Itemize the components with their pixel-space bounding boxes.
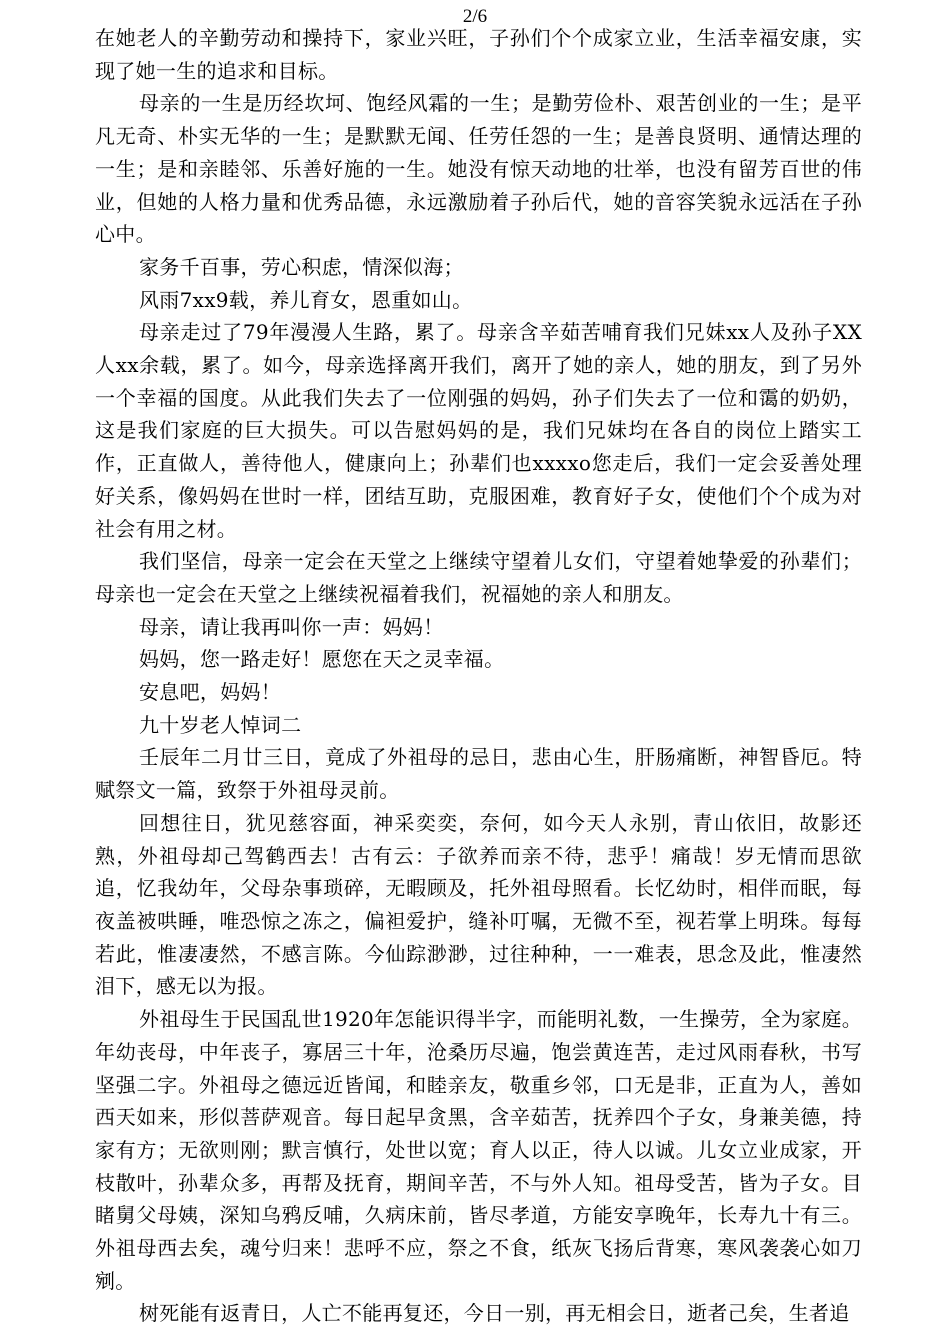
paragraph: 母亲，请让我再叫你一声：妈妈！ (139, 614, 444, 639)
paragraph: 回想往日，犹见慈容面，神采奕奕，奈何，如今天人永别，青山依旧，故影还熟，外祖母却己驾鹤西去！古有云：子欲养而亲不待，悲乎！痛哉！岁无情而思欲追，忆我幼年，父母杂事琐碎，无暇顾及，托外祖母照看。长忆幼时，相伴而眠，每夜盖被哄睡，唯恐惊之冻之，偏袒爱护，缝补叮嘱，无微不至，视若掌上明珠。每每若此，惟凄凄然，不感言陈。今仙踪渺渺，过往种种，一一难表，思念及此，惟凄然泪下，感无以为报。 (95, 810, 862, 999)
paragraph: 妈妈，您一路走好！愿您在天之灵幸福。 (139, 647, 505, 672)
paragraph: 在她老人的辛勤劳动和操持下，家业兴旺，子孙们个个成家立业，生活幸福安康，实现了她一生的追求和目标。 (95, 26, 862, 83)
paragraph: 树死能有返青日，人亡不能再复还，今日一别，再无相会日，逝者己矣，生者追 (139, 1301, 850, 1326)
paragraph: 我们坚信，母亲一定会在天堂之上继续守望着儿女们，守望着她挚爱的孙辈们；母亲也一定会在天堂之上继续祝福着我们，祝福她的亲人和朋友。 (95, 549, 862, 606)
document-body (95, 22, 862, 1330)
paragraph: 安息吧，妈妈！ (139, 680, 282, 705)
paragraph: 家务千百事，劳心积虑，情深似海； (139, 254, 464, 279)
page-number: 2/6 (462, 6, 488, 27)
paragraph: 壬辰年二月廿三日，竟成了外祖母的忌日，悲由心生，肝肠痛断，神智昏厄。特赋祭文一篇，致祭于外祖母灵前。 (95, 745, 862, 803)
paragraph: 母亲走过了79年漫漫人生路，累了。母亲含辛茹苦哺育我们兄妹xx人及孙子XX人xx余载，累了。如今，母亲选择离开我们，离开了她的亲人，她的朋友，到了另外一个幸福的国度。从此我们失去了一位刚强的妈妈，孙子们失去了一位和霭的奶奶，这是我们家庭的巨大损失。可以告慰妈妈的是，我们兄妹均在各自的岗位上踏实工作，正直做人，善待他人，健康向上；孙辈们也xxxxo您走后，我们一定会妥善处理好关系，像妈妈在世时一样，团结互助，克服困难，教育好子女，使他们个个成为对社会有用之材。 (95, 320, 862, 541)
paragraph: 外祖母生于民国乱世1920年怎能识得半字，而能明礼数，一生操劳，全为家庭。年幼丧母，中年丧子，寡居三十年，沧桑历尽遍，饱尝黄连苦，走过风雨春秋，书写坚强二字。外祖母之德远近皆闻，和睦亲友，敬重乡邻，口无是非，正直为人，善如西天如来，形似菩萨观音。每日起早贪黑，含辛茹苦，抚养四个子女，身兼美德，持家有方；无欲则刚；默言慎行，处世以宽；育人以正，待人以诚。儿女立业成家，开枝散叶，孙辈众多，再帮及抚育，期间辛苦，不与外人知。祖母受苦，皆为子女。目睹舅父母姨，深知乌鸦反哺，久病床前，皆尽孝道，方能安享晚年，长寿九十有三。外祖母西去矣，魂兮归来！悲呼不应，祭之不食，纸灰飞扬后背寒，寒风袭袭心如刀剜。 (95, 1007, 862, 1293)
section-heading: 九十岁老人悼词二 (139, 712, 302, 737)
paragraph: 母亲的一生是历经坎坷、饱经风霜的一生；是勤劳俭朴、艰苦创业的一生；是平凡无奇、朴实无华的一生；是默默无闻、任劳任怨的一生；是善良贤明、通情达理的一生；是和亲睦邻、乐善好施的一生。她没有惊天动地的壮举，也没有留芳百世的伟业，但她的人格力量和优秀品德，永远激励着子孙后代，她的音容笑貌永远活在子孙心中。 (95, 91, 862, 247)
paragraph: 风雨7xx9载，养儿育女，恩重如山。 (139, 287, 473, 312)
